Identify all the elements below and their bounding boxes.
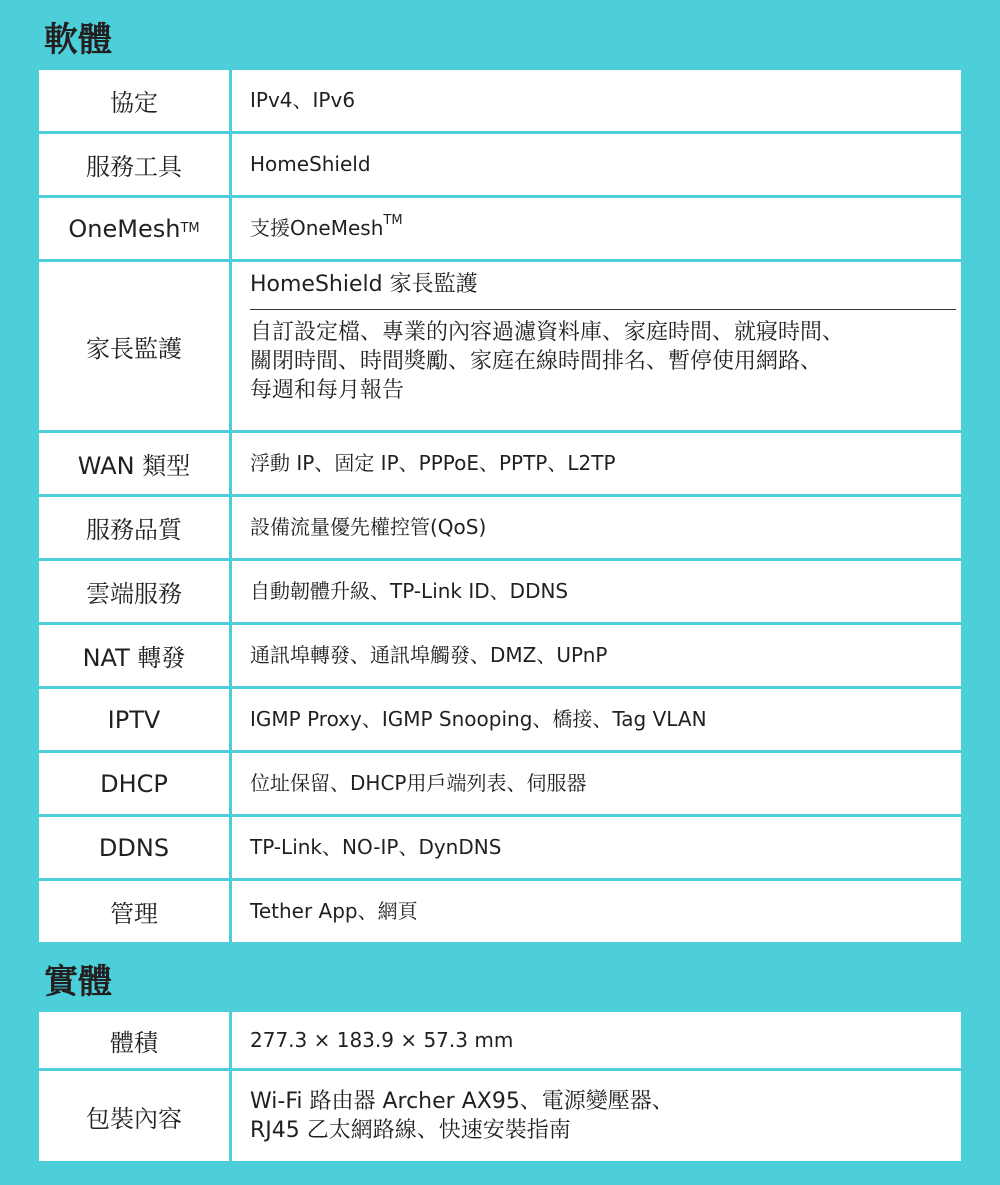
feature-line: 自訂設定檔、專業的內容過濾資料庫、家庭時間、就寢時間、	[250, 320, 845, 345]
row-value: 設備流量優先權控管(QoS)	[232, 497, 961, 558]
row-value: IPv4、IPv6	[232, 70, 961, 131]
spec-row-qos	[39, 497, 961, 558]
spec-row-management	[39, 881, 961, 942]
parental-heading: HomeShield 家長監護	[250, 270, 956, 310]
row-label: 雲端服務	[39, 561, 229, 622]
row-label: 服務工具	[39, 134, 229, 195]
feature-line: 每週和每月報告	[250, 378, 405, 403]
spec-row-dimensions	[39, 1012, 961, 1068]
row-label: 包裝內容	[39, 1071, 229, 1161]
package-line: Wi-Fi 路由器 Archer AX95、電源變壓器、	[250, 1089, 674, 1114]
spec-row-wan-type	[39, 433, 961, 494]
row-value: HomeShield	[232, 134, 961, 195]
row-value: Tether App、網頁	[232, 881, 961, 942]
spec-row-cloud-service	[39, 561, 961, 622]
row-value: IGMP Proxy、IGMP Snooping、橋接、Tag VLAN	[232, 689, 961, 750]
spec-row-parental-controls	[39, 262, 961, 430]
trademark-mark: TM	[383, 213, 403, 228]
row-label: DHCP	[39, 753, 229, 814]
feature-line: 關閉時間、時間獎勵、家庭在線時間排名、暫停使用網路、	[250, 349, 823, 374]
row-label: 協定	[39, 70, 229, 131]
row-label: 服務品質	[39, 497, 229, 558]
row-label	[39, 198, 229, 259]
row-value: 自動韌體升級、TP-Link ID、DDNS	[232, 561, 961, 622]
row-label: WAN 類型	[39, 433, 229, 494]
row-value	[232, 262, 961, 430]
spec-row-service-tool	[39, 134, 961, 195]
spec-row-dhcp	[39, 753, 961, 814]
hardware-spec-table	[39, 1012, 961, 1161]
hardware-section-title: 實體	[44, 962, 112, 1002]
spec-row-protocol	[39, 70, 961, 131]
trademark-mark: TM	[180, 221, 200, 236]
software-section-title: 軟體	[44, 20, 112, 60]
parental-features	[250, 310, 961, 405]
row-label: 管理	[39, 881, 229, 942]
row-label: IPTV	[39, 689, 229, 750]
spec-row-iptv	[39, 689, 961, 750]
onemesh-label-text: OneMesh	[68, 214, 181, 243]
spec-row-package-contents	[39, 1071, 961, 1161]
package-line: RJ45 乙太網路線、快速安裝指南	[250, 1118, 571, 1143]
row-label: NAT 轉發	[39, 625, 229, 686]
spec-row-nat-forwarding	[39, 625, 961, 686]
software-spec-table	[39, 70, 961, 942]
spec-row-onemesh	[39, 198, 961, 259]
row-label: 家長監護	[39, 262, 229, 430]
row-value	[232, 1071, 961, 1161]
row-label: 體積	[39, 1012, 229, 1068]
spec-row-ddns	[39, 817, 961, 878]
row-value: 277.3 × 183.9 × 57.3 mm	[232, 1012, 961, 1068]
row-label: DDNS	[39, 817, 229, 878]
row-value: 浮動 IP、固定 IP、PPPoE、PPTP、L2TP	[232, 433, 961, 494]
row-value: TP-Link、NO-IP、DynDNS	[232, 817, 961, 878]
row-value: 位址保留、DHCP用戶端列表、伺服器	[232, 753, 961, 814]
onemesh-value-text: 支援OneMesh	[250, 216, 384, 240]
row-value: 通訊埠轉發、通訊埠觸發、DMZ、UPnP	[232, 625, 961, 686]
row-value	[232, 198, 961, 259]
